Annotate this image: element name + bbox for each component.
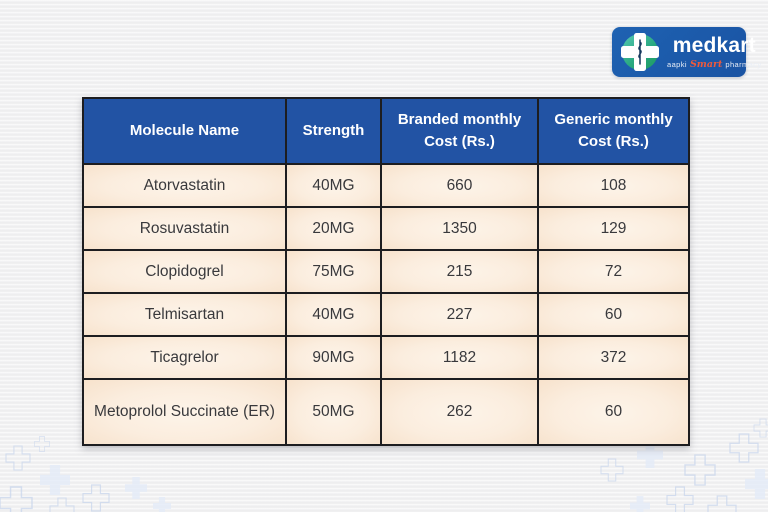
table-header-row (83, 98, 689, 164)
cost-comparison-table-wrapper (82, 97, 690, 446)
header-cell-branded-cost: Branded monthly Cost (Rs.) (381, 98, 538, 164)
table-row (83, 250, 689, 293)
table-row (83, 164, 689, 207)
medkart-logo-mark (621, 33, 659, 71)
cell-generic-cost: 108 (538, 164, 689, 207)
cell-branded-cost: 227 (381, 293, 538, 336)
cell-generic-cost: 129 (538, 207, 689, 250)
table-row (83, 207, 689, 250)
table-row (83, 293, 689, 336)
cost-comparison-table (82, 97, 690, 446)
header-cell-strength: Strength (286, 98, 381, 164)
brand-tagline (667, 59, 762, 70)
cell-molecule: Telmisartan (83, 293, 286, 336)
cell-molecule: Ticagrelor (83, 336, 286, 379)
cell-branded-cost: 1182 (381, 336, 538, 379)
cell-generic-cost: 372 (538, 336, 689, 379)
table-row (83, 336, 689, 379)
cell-generic-cost: 60 (538, 379, 689, 445)
cell-generic-cost: 60 (538, 293, 689, 336)
cell-strength: 40MG (286, 293, 381, 336)
tagline-suffix: pharmacy (725, 59, 762, 69)
cell-molecule: Metoprolol Succinate (ER) (83, 379, 286, 445)
header-cell-molecule-name: Molecule Name (83, 98, 286, 164)
cell-strength: 40MG (286, 164, 381, 207)
tagline-script: Smart (689, 58, 723, 70)
rod-of-asclepius-icon (635, 39, 645, 65)
cell-branded-cost: 262 (381, 379, 538, 445)
cell-branded-cost: 215 (381, 250, 538, 293)
cell-molecule: Atorvastatin (83, 164, 286, 207)
cell-strength: 20MG (286, 207, 381, 250)
tagline-prefix: aapki (667, 59, 687, 69)
cell-generic-cost: 72 (538, 250, 689, 293)
cell-branded-cost: 660 (381, 164, 538, 207)
cell-strength: 50MG (286, 379, 381, 445)
cell-molecule: Clopidogrel (83, 250, 286, 293)
medkart-logo (612, 27, 762, 77)
cell-molecule: Rosuvastatin (83, 207, 286, 250)
header-cell-generic-cost: Generic monthly Cost (Rs.) (538, 98, 689, 164)
cell-branded-cost: 1350 (381, 207, 538, 250)
table-row (83, 379, 689, 445)
brand-name: medkart (672, 33, 756, 57)
cell-strength: 90MG (286, 336, 381, 379)
cell-strength: 75MG (286, 250, 381, 293)
brand-text (667, 35, 762, 70)
